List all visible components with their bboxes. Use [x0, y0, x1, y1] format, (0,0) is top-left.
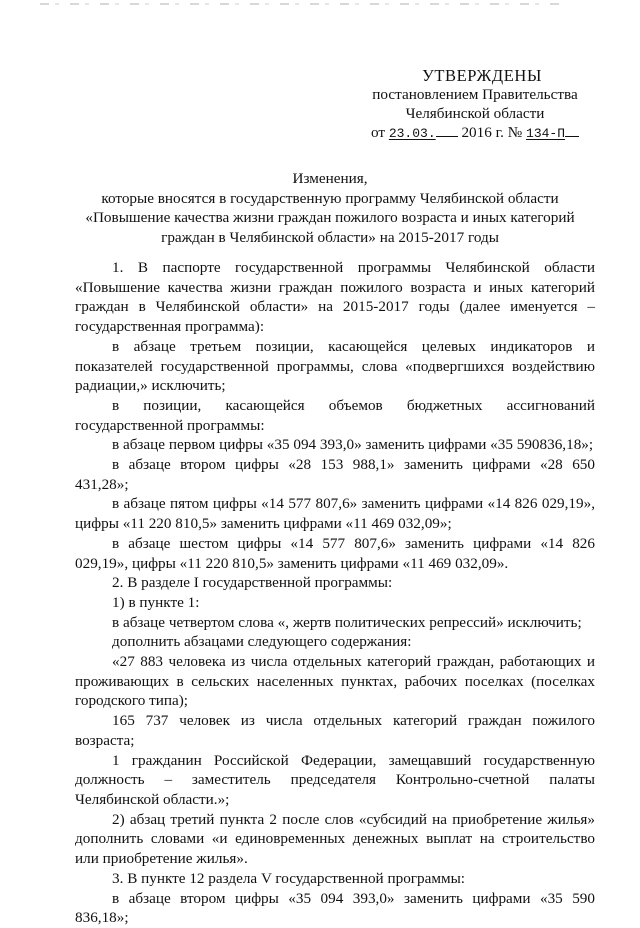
approval-date-line: [360, 123, 590, 143]
paragraph: в абзаце шестом цифры «14 577 807,6» заменить цифрами «14 826 029,19», цифры «11 220 810,5» заменить цифрами «11 469 032,09».: [75, 534, 595, 572]
date-prefix: от: [371, 124, 386, 141]
paragraph: дополнить абзацами следующего содержания:: [112, 633, 412, 651]
date-blank: [436, 123, 458, 137]
heading-line: «Повышение качества жизни граждан пожилого возраста и иных категорий: [85, 209, 575, 227]
document-body: [75, 258, 595, 928]
approval-line-2: Челябинской области: [405, 105, 545, 122]
paragraph: 3. В пункте 12 раздела V государственной программы:: [112, 869, 465, 887]
paragraph: 1 гражданин Российской Федерации, замещавший государственную должность – заместитель председателя Контрольно-счетной палаты Челябинской области.»;: [75, 751, 595, 808]
heading-line: Изменения,: [292, 170, 368, 187]
paragraph: 165 737 человек из числа отдельных категорий граждан пожилого возраста;: [75, 712, 595, 749]
approval-title: УТВЕРЖДЕНЫ: [422, 66, 542, 85]
date-year: 2016 г. №: [461, 124, 523, 141]
paragraph: в абзаце первом цифры «35 094 393,0» заменить цифрами «35 590836,18»;: [112, 436, 594, 454]
paragraph: в позиции, касающейся объемов бюджетных ассигнований государственной программы:: [75, 396, 595, 434]
paragraph: в абзаце четвертом слова «, жертв политических репрессий» исключить;: [112, 613, 582, 631]
paragraph: «27 883 человека из числа отдельных категорий граждан, работающих и проживающих в сельских населенных пунктах, рабочих поселках (поселках городского типа);: [75, 653, 595, 710]
number-blank: [565, 123, 579, 137]
paragraph: 1. В паспорте государственной программы Челябинской области «Повышение качества жизни граждан пожилого возраста и иных категорий граждан в Челябинской области» на 2015-2017 годы (далее именуется – государственная программа):: [75, 259, 595, 336]
document-number: 134-П: [526, 126, 566, 141]
paragraph: 2) абзац третий пункта 2 после слов «субсидий на приобретение жилья» дополнить словами «и единовременных денежных выплат на строительство или приобретение жилья».: [75, 810, 595, 868]
paragraph: 1) в пункте 1:: [112, 593, 200, 611]
approval-stamp: [360, 66, 590, 143]
date-value: 23.03.: [388, 126, 436, 141]
approval-line-1: постановлением Правительства: [372, 86, 578, 103]
heading-line: которые вносятся в государственную программу Челябинской области: [101, 189, 559, 207]
paragraph: в абзаце втором цифры «35 094 393,0» заменить цифрами «35 590 836,18»;: [75, 889, 595, 927]
scan-artifact: [40, 3, 560, 5]
paragraph: в абзаце втором цифры «28 153 988,1» заменить цифрами «28 650 431,28»;: [75, 456, 595, 493]
heading-line: граждан в Челябинской области» на 2015-2017 годы: [161, 228, 499, 246]
paragraph: в абзаце третьем позиции, касающейся целевых индикаторов и показателей государственной программы, слова «подвергшихся воздействию радиации,» исключить;: [75, 337, 595, 395]
document-heading: [60, 169, 600, 247]
paragraph: 2. В разделе I государственной программы:: [112, 574, 393, 592]
paragraph: в абзаце пятом цифры «14 577 807,6» заменить цифрами «14 826 029,19», цифры «11 220 810,5» заменить цифрами «11 469 032,09»;: [75, 495, 595, 533]
